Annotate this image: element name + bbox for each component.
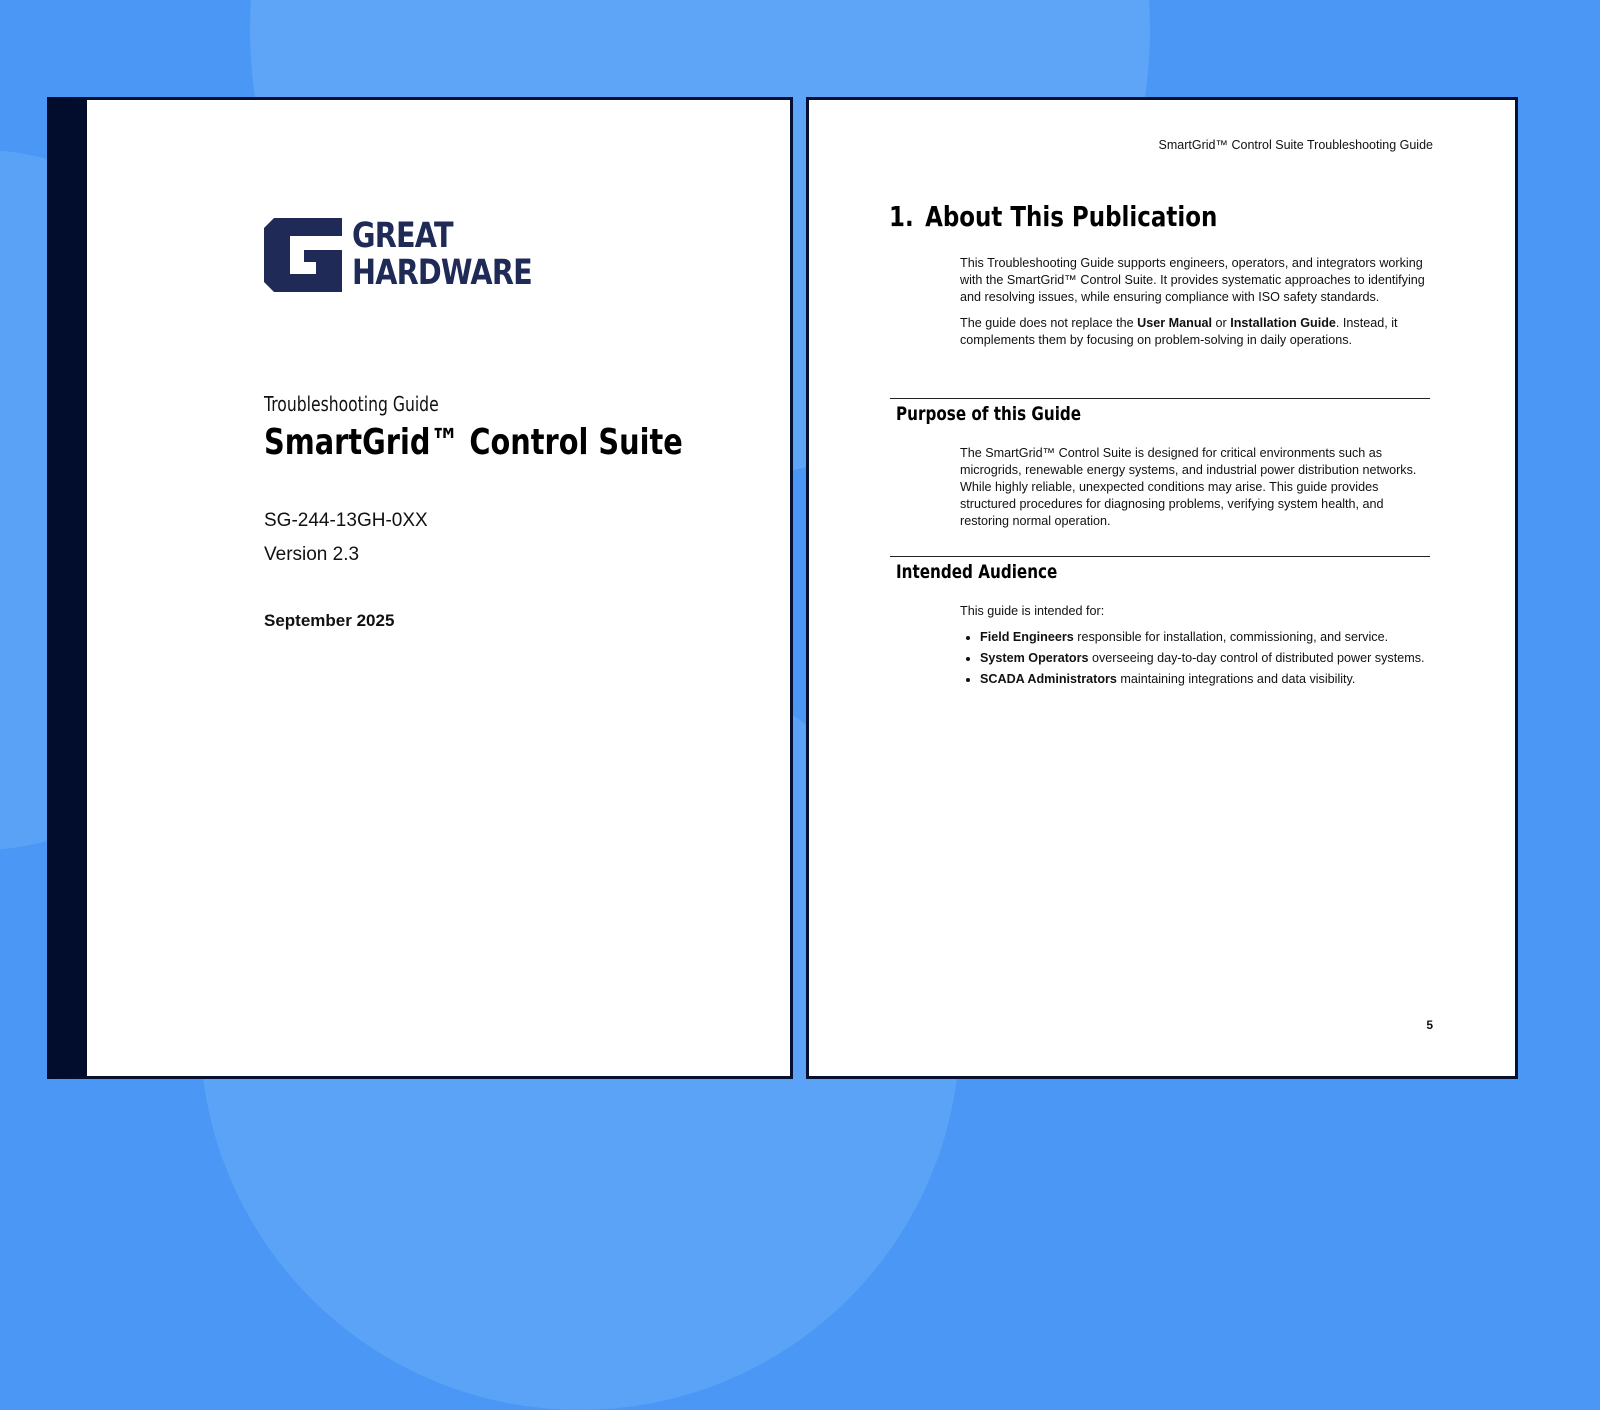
publication-date: September 2025 [264, 611, 395, 630]
audience-role: SCADA Administrators [980, 672, 1117, 686]
inner-page [806, 97, 1518, 1079]
text-run: or [1212, 316, 1231, 330]
about-paragraph-1: This Troubleshooting Guide supports engineers, operators, and integrators working with the SmartGrid™ Control Suite. It provides systematic approaches to identifying and resolving issues, while ensuring compliance with ISO safety standards. [960, 256, 1425, 304]
audience-desc: responsible for installation, commissioning, and service. [1073, 630, 1389, 644]
text-run: The guide does not replace the [960, 316, 1138, 330]
cover-kicker: Troubleshooting Guide [264, 392, 439, 416]
list-item [980, 629, 1430, 646]
audience-heading: Intended Audience [896, 561, 1058, 583]
logo-line-2: HARDWARE [352, 253, 532, 293]
installation-guide-ref: Installation Guide [1230, 316, 1336, 330]
page-number: 5 [1426, 1018, 1433, 1032]
purpose-body [960, 445, 1430, 539]
audience-body [960, 603, 1430, 692]
text-run: . Instead, it complements them by focusing on problem-solving in daily operations. [960, 316, 1398, 347]
audience-list [960, 629, 1430, 688]
cover-title: SmartGrid™ Control Suite [264, 422, 683, 463]
audience-desc: overseeing day-to-day control of distributed power systems. [1088, 651, 1425, 665]
cover-page [47, 97, 793, 1079]
purpose-paragraph: The SmartGrid™ Control Suite is designed for critical environments such as microgrids, renewable energy systems, and industrial power distribution networks. While highly reliable, unexpected conditions may arise. This guide provides structured procedures for diagnosing problems, verifying system health, and restoring normal operation. [960, 446, 1417, 528]
list-item [980, 650, 1430, 667]
section-title: About This Publication [925, 200, 1218, 233]
section-number: 1. [889, 200, 914, 233]
running-head: SmartGrid™ Control Suite Troubleshooting Guide [1158, 138, 1433, 152]
about-body [960, 255, 1430, 358]
logo-line-1: GREAT [352, 216, 453, 256]
section-heading [889, 200, 1217, 233]
audience-desc: maintaining integrations and data visibility. [1116, 672, 1356, 686]
section-divider [890, 398, 1430, 399]
version: Version 2.3 [264, 544, 360, 565]
audience-role: Field Engineers [980, 630, 1074, 644]
audience-intro: This guide is intended for: [960, 604, 1105, 618]
audience-role: System Operators [980, 651, 1089, 665]
purpose-heading: Purpose of this Guide [896, 403, 1082, 425]
brand-logo [264, 218, 571, 292]
user-manual-ref: User Manual [1137, 316, 1213, 330]
list-item [980, 671, 1430, 688]
part-number: SG-244-13GH-0XX [264, 510, 428, 531]
about-paragraph-2 [960, 315, 1430, 349]
logo-wordmark [352, 218, 532, 292]
section-divider [890, 556, 1430, 557]
great-hardware-g-logo-icon [264, 218, 342, 292]
